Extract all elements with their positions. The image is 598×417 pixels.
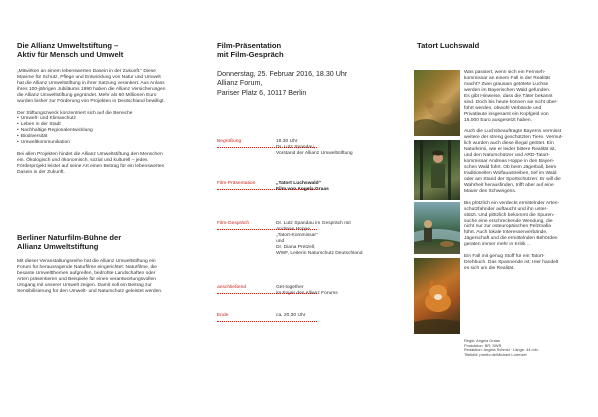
heading-line: Die Allianz Umweltstiftung – (17, 41, 119, 50)
text-line: Naturkrimi, wie er leider bittere Realität ist, (464, 147, 556, 153)
text-line: die Allianz Umweltstiftung gegründet. Mehr als 60 Millionen Euro (17, 92, 157, 98)
value-line: ca. 20.30 Uhr (276, 313, 306, 318)
value-line: Film von Angela Graas (276, 186, 329, 192)
text-line: Drehbuch. Das Spannende ist: Hier handelt (464, 260, 559, 266)
heading-line: Aktiv für Mensch und Umwelt (17, 50, 124, 60)
text-line: Bei allen Projekten hindet die Allianz Umweltstiftung den Menschen (17, 152, 163, 158)
naturfilm-heading (17, 233, 187, 252)
text-line: ein. Ökologisch und ökonomisch, sozial und kulturell – jedes (17, 157, 148, 163)
text-line: Ein Fall mit genug Stoff für ein Tatort- (464, 254, 545, 260)
foundation-heading (17, 41, 187, 60)
text-line: führt. Auch lokale Interessenverbände, (464, 230, 548, 236)
event-info (217, 70, 393, 98)
program-label: Film-Präsentation (217, 181, 256, 186)
text-line: Es gibt Hinweise, dass die Täter bekannt (464, 93, 553, 99)
divider (217, 321, 317, 322)
value-line: im Foyer des Allianz Forums (276, 290, 338, 296)
text-line: schen Wald führt. Ob beim Jägerball, beim (464, 165, 557, 171)
text-line: Wahrheit herausfinden, trifft aber auf eine (464, 182, 554, 188)
film-description (464, 70, 586, 272)
text-line: weitere der streng geschützten Tiere. Vermut- (464, 135, 563, 141)
value-line: „Tatort Luchswald“ (276, 181, 322, 186)
text-line: Auch die Luchsbeauftragte Bayerns vermisst (464, 129, 562, 135)
text-line: es sich um die Realität. (464, 265, 515, 271)
text-line: Maxime für Schutz, Pflege und Entwicklung von Natur und Umwelt (17, 74, 161, 80)
film-heading: Tatort Luchswald (417, 41, 480, 50)
value-line: „Tatort-Kommissar“ (276, 232, 318, 238)
text-line: und den Naturschützer und ARD-Tatort- (464, 153, 550, 159)
presentation-heading (217, 41, 387, 60)
heading-line: Allianz Umweltstiftung (17, 242, 99, 252)
program-value (276, 221, 394, 257)
program-value (276, 285, 394, 297)
text-line: Mauer des Schweigens. (464, 188, 517, 194)
text-line: hat die Allianz Umweltstiftung in ihrer Satzung verankert. Aus Anlass (17, 80, 165, 86)
event-venue: Allianz Forum, (217, 79, 263, 88)
list-item: • Umweltkommunikation (17, 140, 185, 146)
forest-man-photo-icon (414, 140, 460, 200)
program-label: Ende (217, 313, 229, 318)
rock-wildcat-photo-icon (414, 70, 460, 136)
event-address: Pariser Platz 6, 10117 Berlin (217, 88, 307, 97)
program-label: anschließend (217, 285, 247, 290)
text-line: sind. Doch bis heute können sie nicht über- (464, 99, 558, 105)
text-line: oder am Stand der Sportschützen: Er will die (464, 177, 561, 182)
value-line: Dr. Lutz Spandau, (276, 144, 316, 150)
text-line: schutzfahnder auftaucht und ihn unter- (464, 206, 548, 212)
text-line: kommissar an einem Fall in der Realität (464, 75, 550, 81)
text-line: Der Stiftungszweck konzentriert sich auf die Bereiche (17, 110, 133, 116)
program-label: Begrüßung (217, 139, 242, 144)
text-line: ihres 100-jährigen Jubiläums 1990 haben die Allianz Versicherungen (17, 86, 166, 92)
text-line: stützt. Und plötzlich bekommt die Spuren- (464, 212, 555, 218)
heading-line: mit Film-Gespräch (217, 50, 284, 60)
middle-panel (200, 0, 400, 417)
text-line: Dasein in der Zukunft. (17, 169, 65, 175)
value-line: und (276, 238, 285, 244)
text-line: „Mitwirken an einem lebenswerten Dasein in der Zukunft.“ Diese (17, 69, 156, 74)
focus-list (17, 116, 185, 146)
value-line: Vorstand der Allianz Umweltstiftung (276, 150, 353, 156)
left-panel (0, 0, 200, 417)
text-line: Was passiert, wenn sich ein Fernseh- (464, 70, 546, 75)
list-item: • Biodiversität (17, 134, 185, 140)
text-line: Forum für herausragende Naturfilme eingerichtet: Naturfilme, die (17, 264, 157, 270)
program-label: Film-Gespräch (217, 221, 250, 226)
heading-line: Film-Präsentation (217, 41, 282, 50)
text-line: Jägerschaft und die ermittelnden Behörden (464, 236, 558, 242)
event-date: Donnerstag, 25. Februar 2016, 18.30 Uhr (217, 70, 348, 78)
value-line: WWF, Leiterin Naturschutz Deutschland (276, 250, 363, 256)
list-item: • Nachhaltige Regionalentwicklung (17, 128, 185, 134)
text-line: lich wurden auch diese illegal getötet. Ein (464, 141, 554, 147)
text-line: wurden bisher zur Förderung von Projekten in Deutschland bewilligt. (17, 98, 165, 104)
heading-line: Berliner Naturfilm-Bühne der (17, 233, 122, 242)
text-line: 15.000 Euro ausgesetzt haben. (464, 117, 532, 123)
value-line: 18.30 Uhr (276, 139, 298, 144)
program-value (276, 181, 394, 193)
text-line: traditionellen Wolfauastreiben, tief im Wald (464, 171, 557, 177)
text-line: Umgang mit unserer Umwelt zeigen. Damit soll ein Beitrag zur (17, 282, 152, 288)
program-value (276, 313, 394, 319)
text-line: Sensibilisierung für den Umwelt- und Naturschutz geleistet werden. (17, 288, 163, 294)
text-line: Privatleute insgesamt ein Kopfgeld von (464, 111, 549, 117)
credit-line: Regie: Angela Graas (464, 338, 500, 343)
value-line: Get-together (276, 285, 304, 290)
film-credits (464, 339, 588, 357)
credit-line: Redaktion: Angela Schmid · Länge: 44 min. (464, 347, 539, 353)
list-item: • Umwelt- und Klimaschutz (17, 116, 185, 122)
list-item: • Leben in der Stadt (17, 122, 185, 128)
text-line: besante Umweltthemen aufgreifen, bedrohte Landschaften oder (17, 270, 156, 276)
value-line: Dr. Lutz Spandau im Gespräch mit (276, 221, 351, 226)
value-line: Andreas Hoppe, (276, 226, 312, 232)
text-line: suche eine erschreckende Wendung, die (464, 218, 553, 224)
credit-line: Produktion: BR, SWR (464, 342, 502, 348)
river-lynx-photo-icon (414, 202, 460, 254)
text-line: werden im Bayerischen Wald gefunden. (464, 87, 551, 93)
fox-photo-icon (414, 258, 460, 334)
program-value (276, 139, 394, 157)
naturfilm-text (17, 259, 185, 295)
text-line: geraten immer mehr in Kritik ... (464, 242, 531, 248)
text-line: Förderprojekt leistet auf seine Art einen Beitrag für ein lebenswertes (17, 163, 165, 169)
text-line: führt werden, obwohl Verbände und (464, 105, 542, 111)
foundation-text (17, 69, 185, 176)
credit-line: Titelbild: pixelio.de/Michael Lorenzet (464, 351, 527, 357)
text-line: macht? Zwei grausam getötete Luchse (464, 81, 549, 87)
text-line: kommissar Andreas Hoppe in den Bayeri- (464, 159, 555, 165)
value-line: Dr. Diana Pretzell, (276, 244, 316, 250)
text-line: Mit dieser Veranstaltungsreihe hat die Allianz Umweltstiftung ein (17, 259, 156, 264)
text-line: nicht nur zur osteuropäischen Pelzmafia (464, 224, 551, 230)
text-line: Bis plötzlich ein verdeckt ermittelnder Arten- (464, 200, 560, 206)
text-line: Arten präsentieren und Beispiele für einen verantwortungsvollen (17, 276, 156, 282)
